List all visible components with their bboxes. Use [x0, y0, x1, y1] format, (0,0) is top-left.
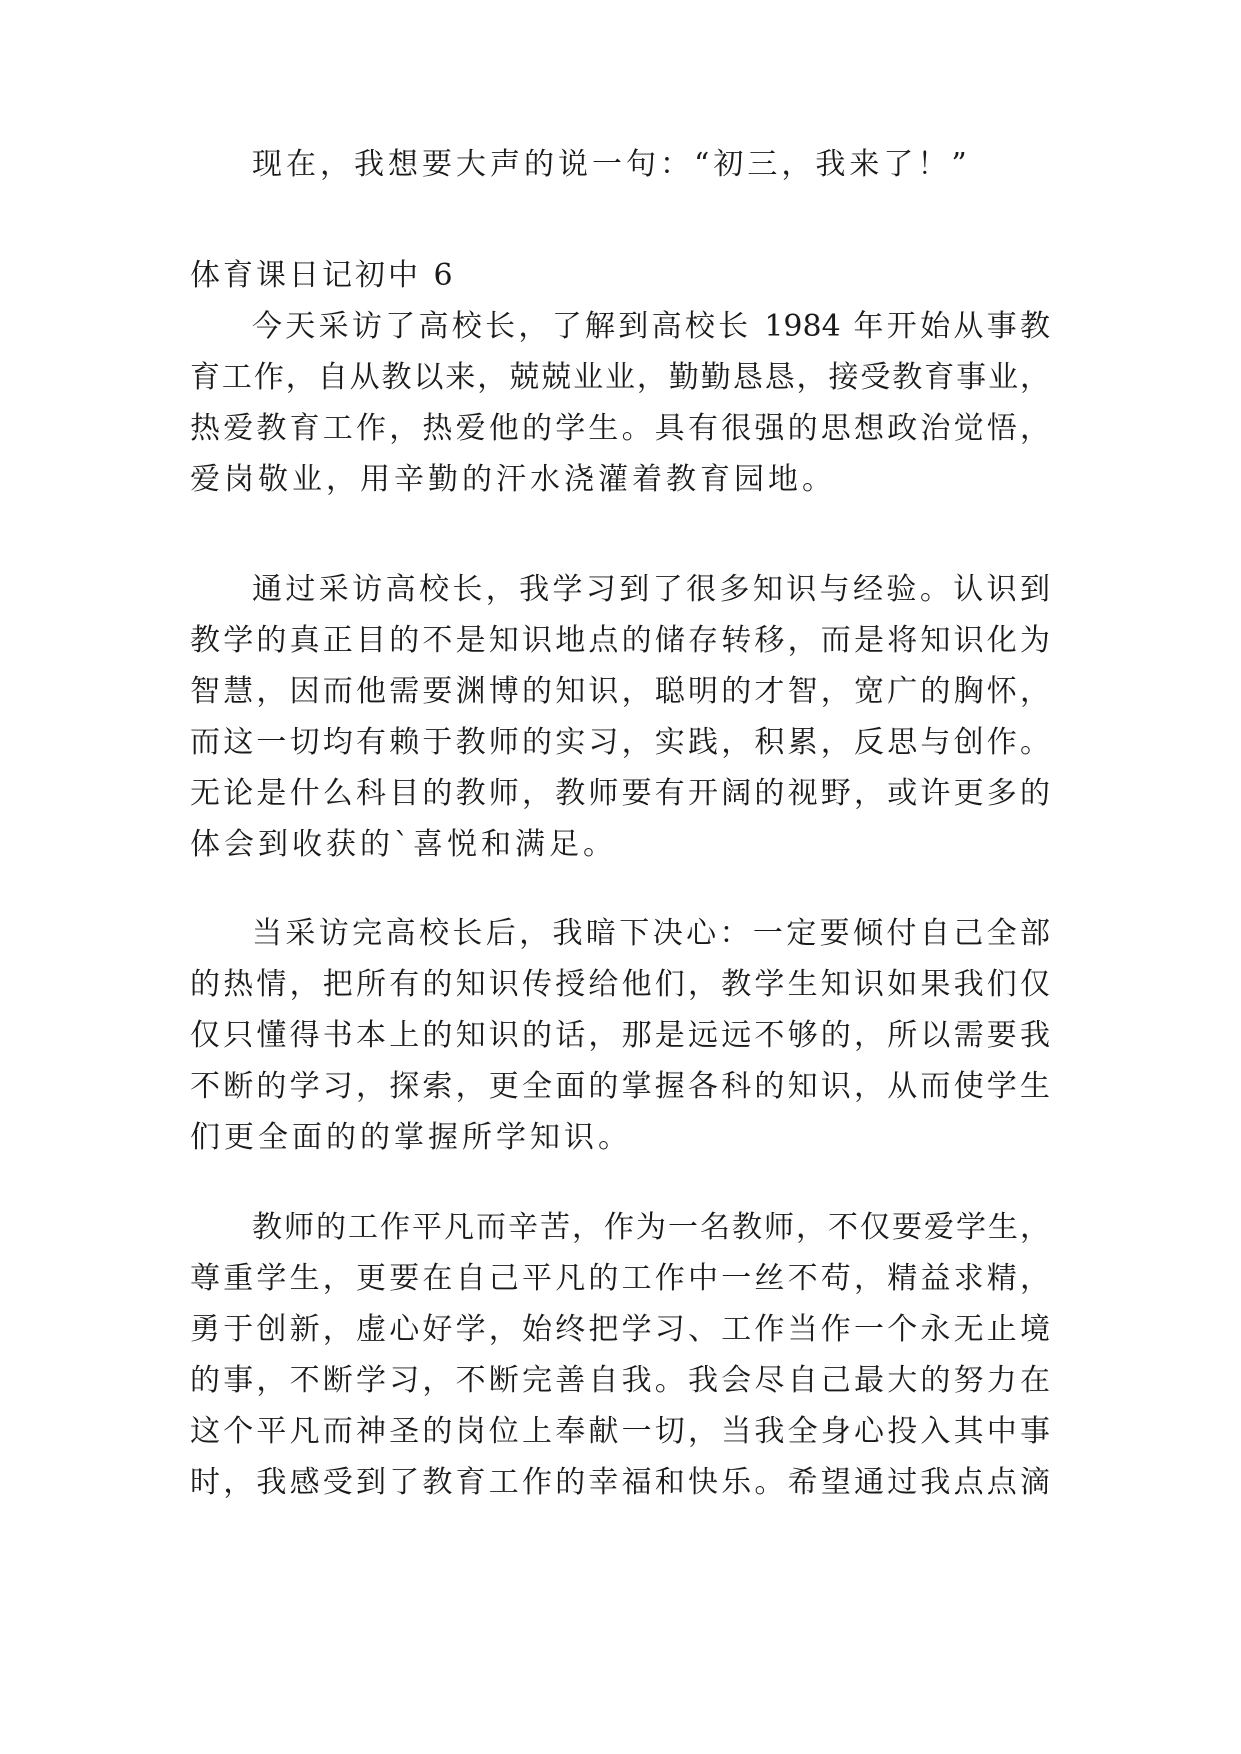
paragraph-line: 尊重学生，更要在自己平凡的工作中一丝不苟，精益求精，	[190, 1261, 1050, 1296]
paragraph-line: 教师的工作平凡而辛苦，作为一名教师，不仅要爱学生，	[252, 1210, 1050, 1245]
paragraph-line: 热爱教育工作，热爱他的学生。具有很强的思想政治觉悟，	[190, 411, 1050, 446]
paragraph-line: 的事，不断学习，不断完善自我。我会尽自己最大的努力在	[190, 1363, 1050, 1398]
paragraph-line: 仅只懂得书本上的知识的话，那是远远不够的，所以需要我	[190, 1018, 1050, 1053]
paragraph-line: 这个平凡而神圣的岗位上奉献一切，当我全身心投入其中事	[190, 1414, 1050, 1449]
paragraph-line: 不断的学习，探索，更全面的掌握各科的知识，从而使学生	[190, 1069, 1050, 1104]
paragraph-line: 勇于创新，虚心好学，始终把学习、工作当作一个永无止境	[190, 1312, 1050, 1347]
paragraph-line: 无论是什么科目的教师，教师要有开阔的视野，或许更多的	[190, 776, 1050, 811]
paragraph-line: 体会到收获的`喜悦和满足。	[190, 827, 617, 862]
section-heading: 体育课日记初中 6	[190, 258, 456, 293]
paragraph-line: 通过采访高校长，我学习到了很多知识与经验。认识到	[252, 572, 1050, 607]
paragraph-line: 们更全面的的掌握所学知识。	[190, 1120, 632, 1155]
paragraph-line: 时，我感受到了教育工作的幸福和快乐。希望通过我点点滴	[190, 1465, 1050, 1500]
paragraph-line: 爱岗敬业，用辛勤的汗水浇灌着教育园地。	[190, 462, 836, 497]
paragraph-line: 教学的真正目的不是知识地点的储存转移，而是将知识化为	[190, 623, 1050, 658]
paragraph-line: 当采访完高校长后，我暗下决心：一定要倾付自己全部	[252, 916, 1050, 951]
intro-line: 现在，我想要大声的说一句：“初三，我来了！”	[252, 147, 971, 182]
paragraph-line: 育工作，自从教以来，兢兢业业，勤勤恳恳，接受教育事业，	[190, 360, 1050, 395]
paragraph-line: 智慧，因而他需要渊博的知识，聪明的才智，宽广的胸怀，	[190, 674, 1050, 709]
paragraph-line: 今天采访了高校长，了解到高校长 1984 年开始从事教	[252, 309, 1050, 344]
paragraph-line: 的热情，把所有的知识传授给他们，教学生知识如果我们仅	[190, 967, 1050, 1002]
paragraph-line: 而这一切均有赖于教师的实习，实践，积累，反思与创作。	[190, 725, 1050, 760]
